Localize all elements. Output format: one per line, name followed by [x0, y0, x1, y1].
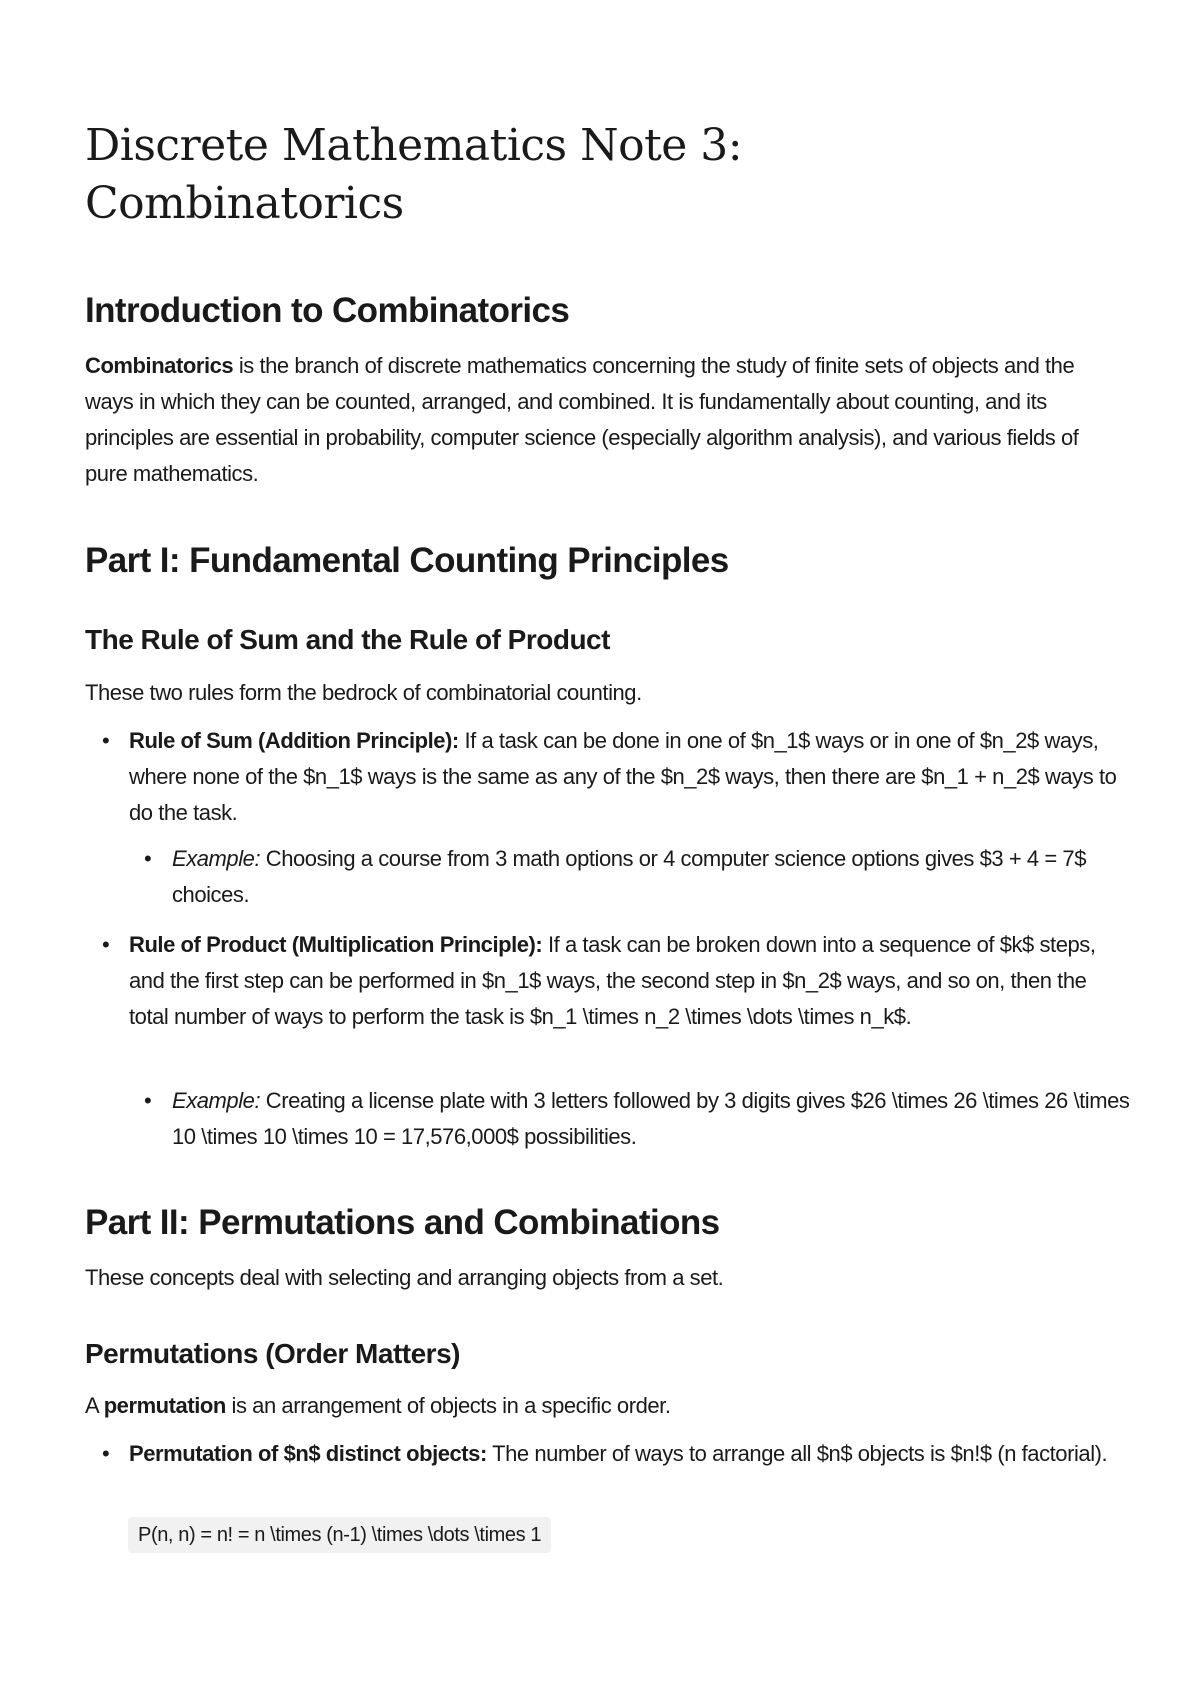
intro-text: is the branch of discrete mathematics concerning the study of finite sets of objects and the ways in which they can be counted, arranged, and combined. It is fundamentally about counting, and its principles are essential in probability, computer science (especially algorithm analysis), and various fields of pure mathematics.	[85, 353, 1079, 486]
rule-product-text: If a task can be broken down into a sequence of $k$ steps, and the first step can be performed in $n_1$ ways, the second step in $n_2$ ways, and so on, then the total number of ways to perform the task is $n_1 \times n_2 \times \dots \times n_k$.	[129, 932, 1096, 1029]
part2-lead: These concepts deal with selecting and arranging objects from a set.	[85, 1265, 724, 1290]
perm-def-text: is an arrangement of objects in a specific order.	[225, 1393, 671, 1418]
list-item-rule-of-sum	[129, 723, 1129, 831]
part1-lead: These two rules form the bedrock of combinatorial counting.	[85, 680, 642, 705]
bullet-dot: •	[102, 1441, 110, 1466]
perm-n-label: Permutation of $n$ distinct objects:	[129, 1441, 487, 1466]
part1-heading: Part I: Fundamental Counting Principles	[85, 541, 729, 580]
bullet-dot: •	[144, 846, 152, 871]
bullet-dot: •	[102, 932, 110, 957]
bullet-dot: •	[102, 728, 110, 753]
perm-n-text: The number of ways to arrange all $n$ objects is $n!$ (n factorial).	[486, 1441, 1108, 1466]
intro-paragraph	[85, 348, 1115, 492]
example-label: Example:	[172, 1088, 261, 1113]
rule-sum-label: Rule of Sum (Addition Principle):	[129, 728, 459, 753]
list-item-rule-sum-example	[172, 841, 1132, 913]
rule-sum-text: If a task can be done in one of $n_1$ ways or in one of $n_2$ ways, where none of the $n_1$ ways is the same as any of the $n_2$ ways, then there are $n_1 + n_2$ ways to do the task.	[129, 728, 1117, 825]
part2-heading: Part II: Permutations and Combinations	[85, 1203, 720, 1242]
list-item-rule-product-example	[172, 1083, 1132, 1155]
rule-product-label: Rule of Product (Multiplication Principle):	[129, 932, 543, 957]
intro-term: Combinatorics	[85, 353, 234, 378]
example-text: Choosing a course from 3 math options or 4 computer science options gives $3 + 4 = 7$ choices.	[172, 846, 1087, 907]
permutation-definition	[85, 1388, 1115, 1424]
perm-def-prefix: A	[85, 1393, 104, 1418]
part2-subheading: Permutations (Order Matters)	[85, 1338, 460, 1369]
part1-subheading: The Rule of Sum and the Rule of Product	[85, 624, 610, 655]
list-item-rule-of-product	[129, 927, 1129, 1035]
example-text: Creating a license plate with 3 letters followed by 3 digits gives $26 \times 26 \times 26 \times 10 \times 10 \times 10 = 17,576,000$ possibilities.	[172, 1088, 1130, 1149]
page-title: Discrete Mathematics Note 3: Combinatorics	[85, 120, 743, 229]
example-label: Example:	[172, 846, 261, 871]
list-item-permutation-n	[129, 1436, 1129, 1472]
intro-heading: Introduction to Combinatorics	[85, 291, 570, 330]
perm-def-term: permutation	[103, 1393, 226, 1418]
formula-code-block: P(n, n) = n! = n \times (n-1) \times \dots \times 1	[128, 1517, 551, 1553]
bullet-dot: •	[144, 1088, 152, 1113]
